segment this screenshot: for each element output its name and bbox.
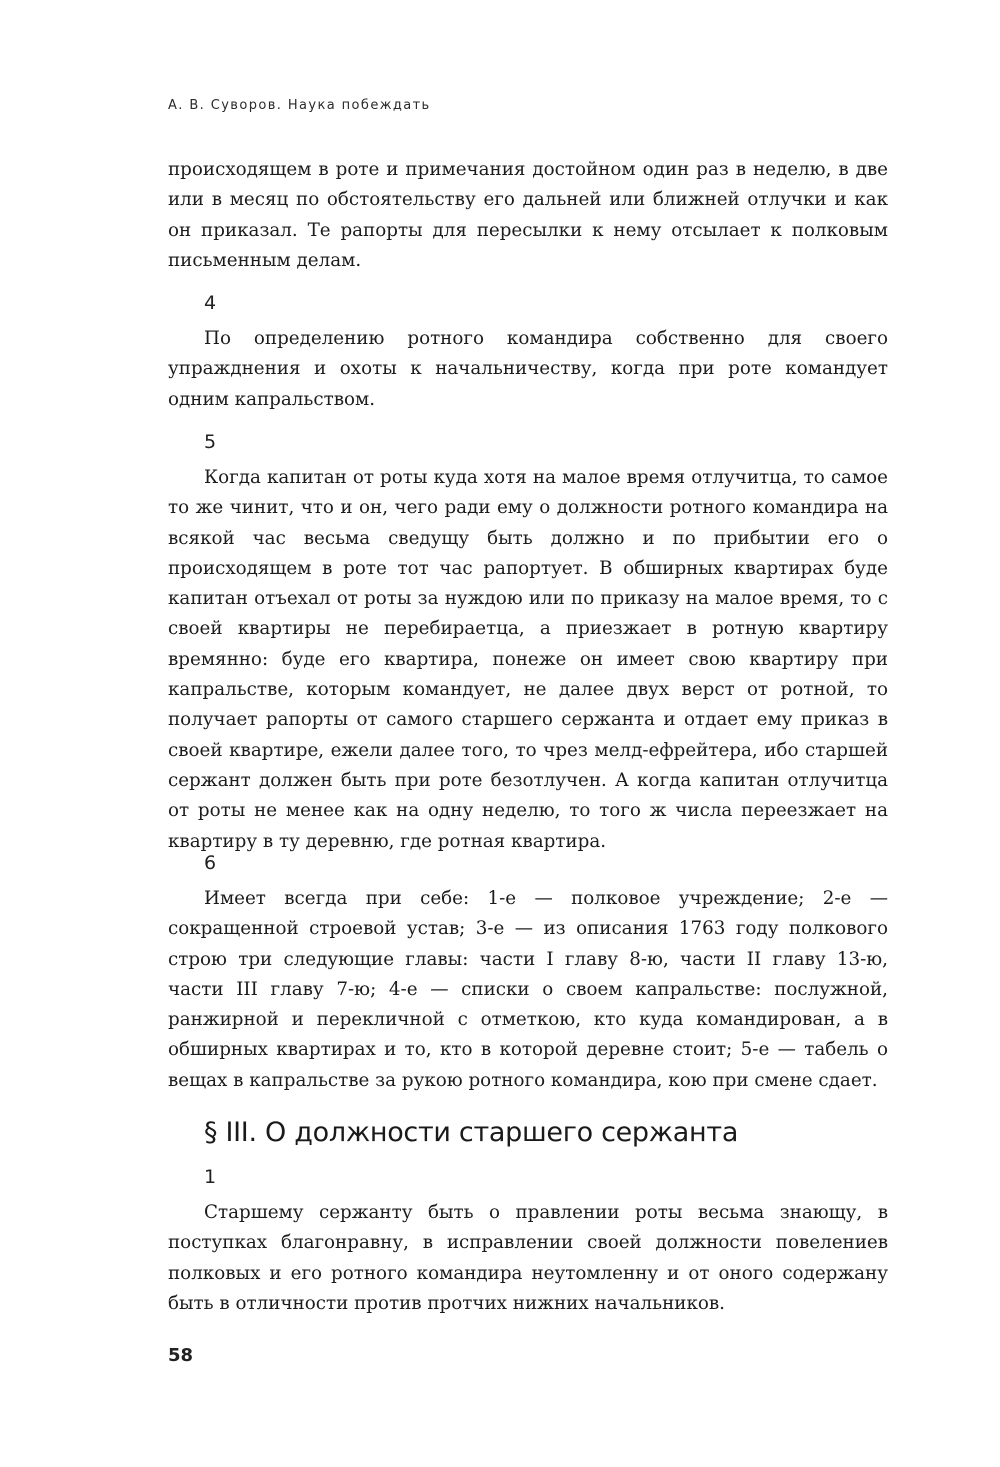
paragraph-continuation: происходящем в роте и примечания достойном один раз в неделю, в две или в месяц по обстоятельству его дальней или ближней отлучки и как он приказал. Те рапорты для пересылки к нему отсылает к полковым письменным делам. xyxy=(168,159,888,271)
paragraph-item-5: Когда капитан от роты куда хотя на малое время отлучитца, то самое то же чинит, что и он, чего ради ему о должности ротного командира на всякой час весьма сведущу быть должно и по прибытии его о происходящем в роте тот час рапортует. В обширных квартирах буде капитан отъехал от роты за нуждою или по приказу на малое время, то с своей квартиры не перебираетца, а приезжает в ротную квартиру времянно: буде его квартира, понеже он имеет свою квартиру при капральстве, которым командует, не далее двух верст от ротной, то получает рапорты от самого старшего сержанта и отдает ему приказ в своей квартире, ежели далее того, то чрез мелд-ефрейтера, ибо старшей сержант должен быть при роте безотлучен. А когда капитан отлучитца от роты не менее как на одну неделю, то того ж числа переезжает на квартиру в ту деревню, где ротная квартира. xyxy=(168,467,888,852)
page-number: 58 xyxy=(168,1345,194,1366)
item-number-5: 5 xyxy=(204,431,217,453)
running-head: А. В. Суворов. Наука побеждать xyxy=(168,98,431,113)
paragraph-item-4: По определению ротного командира собственно для своего упражднения и охоты к начальничеству, когда при роте командует одним капральством. xyxy=(168,328,888,410)
section-heading: § III. О должности старшего сержанта xyxy=(204,1117,739,1148)
paragraph-item-6: Имеет всегда при себе: 1-е — полковое учреждение; 2-е — сокращенной строевой устав; 3-е — из описания 1763 году полкового строю три следующие главы: части I главу 8-ю, части II главу 13-ю, части III главу 7-ю; 4-е — списки о своем капральстве: послужной, ранжирной и перекличной с отметкою, кто куда командирован, а в обширных квартирах и то, кто в которой деревне стоит; 5-е — табель о вещах в капральстве за рукою ротного командира, кою при смене сдает. xyxy=(168,888,888,1091)
paragraph-section-item-1: Старшему сержанту быть о правлении роты весьма знающу, в поступках благонравну, в исправлении своей должности повелениев полковых и его ротного командира неутомленну и от оного содержану быть в отличности против протчих нижних начальников. xyxy=(168,1202,888,1314)
item-number-6: 6 xyxy=(204,852,217,874)
item-number-s1: 1 xyxy=(204,1166,217,1188)
item-number-4: 4 xyxy=(204,292,217,314)
